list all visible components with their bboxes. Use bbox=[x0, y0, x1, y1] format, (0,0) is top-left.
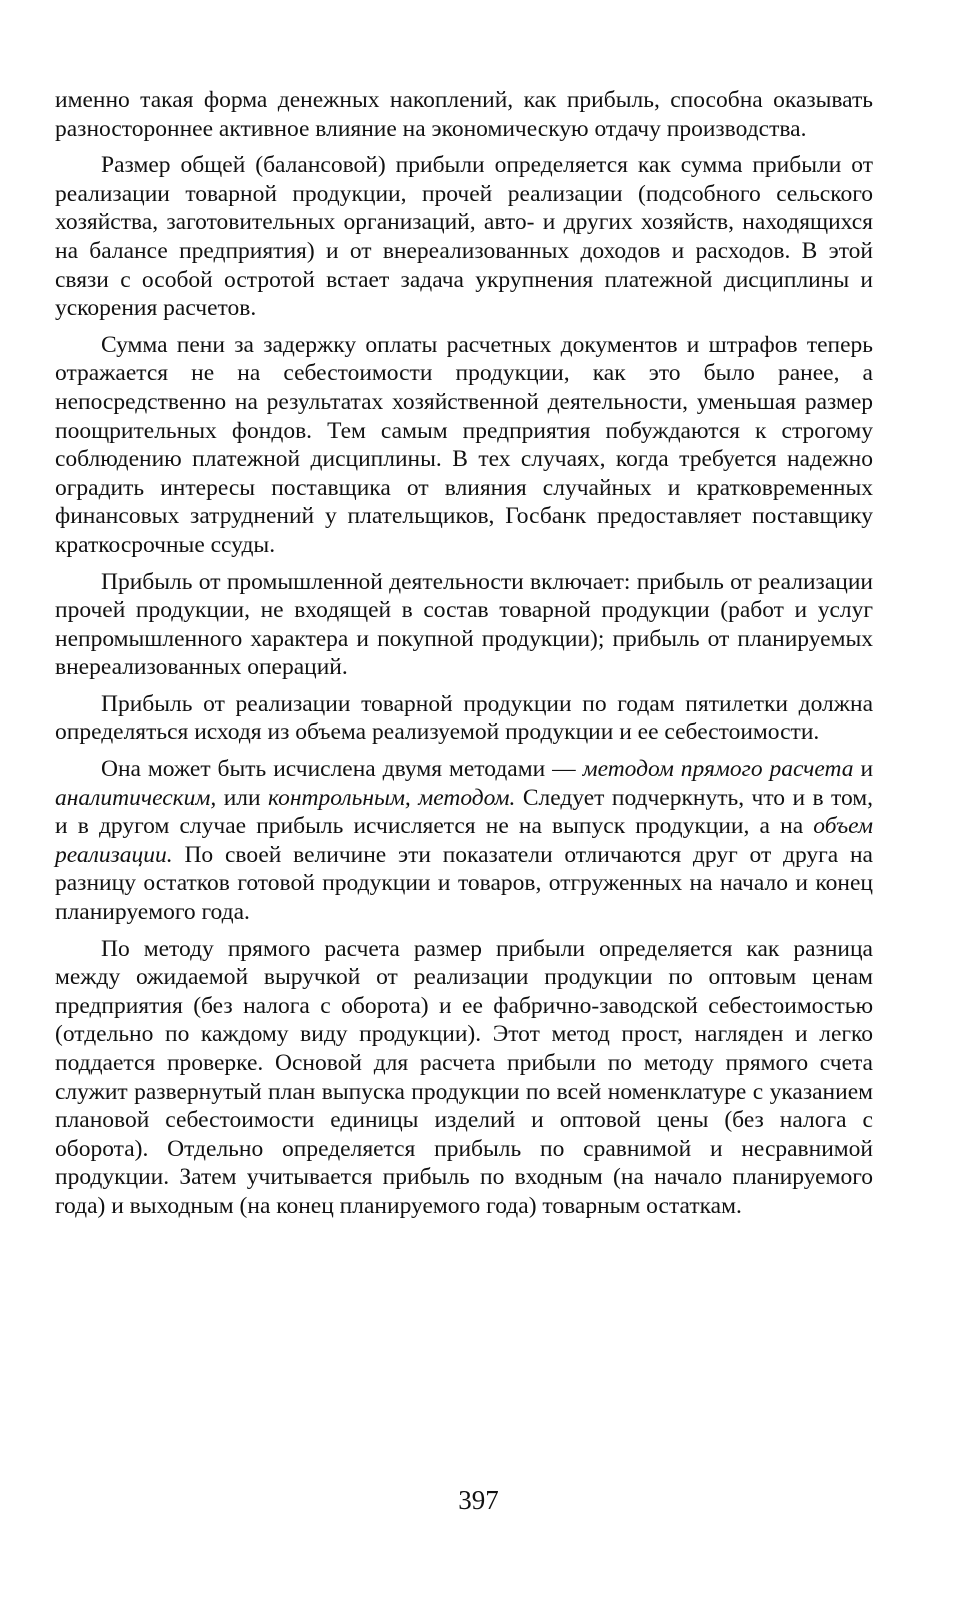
page-number: 397 bbox=[458, 1485, 499, 1515]
page-body bbox=[55, 86, 873, 1229]
paragraph-6-text-5: По своей величине эти показатели отличаются друг от друга на разницу остатков готовой продукции и товаров, отгруженных на начало и конец планируемого года. bbox=[55, 841, 873, 926]
paragraph-2: Размер общей (балансовой) прибыли определяется как сумма прибыли от реализации товарной продукции, прочей реализации (подсобного сельского хозяйства, заготовительных организаций, авто- и других хозяйств, находящихся на балансе предприятия) и от внереализованных доходов и расходов. В этой связи с особой остротой встает задача укрупнения платежной дисциплины и ускорения расчетов. bbox=[55, 152, 873, 322]
paragraph-6-text-3: или bbox=[223, 784, 261, 811]
paragraph-6-emphasis-3: контрольным, методом. bbox=[268, 784, 516, 811]
paragraph-1: именно такая форма денежных накоплений, как прибыль, способна оказывать разностороннее активное влияние на экономическую отдачу производства. bbox=[55, 87, 873, 142]
paragraph-4: Прибыль от промышленной деятельности включает: прибыль от реализации прочей продукции, не входящей в состав товарной продукции (работ и услуг непромышленного характера и покупной продукции); прибыль от планируемых внереализованных операций. bbox=[55, 568, 873, 681]
paragraph-7: По методу прямого расчета размер прибыли определяется как разница между ожидаемой выручкой от реализации продукции по оптовым ценам предприятия (без налога с оборота) и ее фабрично-заводской себестоимостью (отдельно по каждому виду продукции). Этот метод прост, нагляден и легко поддается проверке. Основой для расчета прибыли по методу прямого счета служит развернутый план выпуска продукции по всей номенклатуре с указанием плановой себестоимости единицы изделий и оптовой цены (без налога с оборота). Отдельно определяется прибыль по сравнимой и несравнимой продукции. Затем учитывается прибыль по входным (на начало планируемого года) и выходным (на конец планируемого года) товарным остаткам. bbox=[55, 935, 873, 1219]
paragraph-6-emphasis-4: объем реализации. bbox=[55, 813, 873, 868]
paragraph-6-emphasis-1: методом прямого расчета bbox=[582, 756, 854, 783]
paragraph-5: Прибыль от реализации товарной продукции по годам пятилетки должна определяться исходя из объема реализуемой продукции и ее себестоимости. bbox=[55, 690, 873, 746]
paragraph-6 bbox=[55, 755, 873, 927]
paragraph-6-text-2: и bbox=[860, 756, 874, 783]
paragraph-3: Сумма пени за задержку оплаты расчетных документов и штрафов теперь отражается не на себестоимости продукции, как это было ранее, а непосредственно на результатах хозяйственной деятельности, уменьшая размер поощрительных фондов. Тем самым предприятия побуждаются к строгому соблюдению платежной дисциплины. В тех случаях, когда требуется надежно оградить интересы поставщика от влияния случайных и кратковременных финансовых затруднений у плательщиков, Госбанк предоставляет поставщику краткосрочные ссуды. bbox=[55, 331, 873, 558]
paragraph-6-text-4: Следует подчеркнуть, что и в том, и в другом случае прибыль исчисляется не на выпуск продукции, а на bbox=[55, 784, 874, 840]
paragraph-6-emphasis-2: аналитическим, bbox=[55, 784, 217, 811]
paragraph-6-text-1: Она может быть исчислена двумя методами — bbox=[101, 756, 576, 783]
